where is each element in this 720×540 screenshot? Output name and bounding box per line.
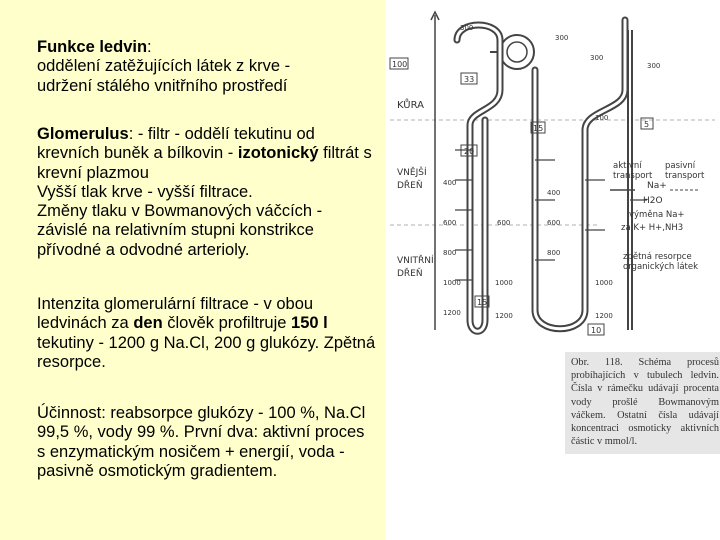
legend-exchange: výměna Na+ <box>629 210 685 220</box>
conc-1000-c: 1000 <box>595 279 613 287</box>
legend-passive-1: pasivní <box>665 161 696 171</box>
box-10: 10 <box>591 326 602 335</box>
legend-active-1: aktivní <box>613 161 642 171</box>
box-5: 5 <box>644 120 650 129</box>
glomerulus-line2: Vyšší tlak krve - vyšší filtrace. <box>37 182 253 201</box>
zone-outer-label-1: VNĚJŠÍ <box>397 168 427 178</box>
conc-800-b: 800 <box>547 249 561 257</box>
conc-400-b: 400 <box>547 189 561 197</box>
zone-cortex-label: KŮRA <box>397 100 424 111</box>
conc-1000-b: 1000 <box>495 279 513 287</box>
box-15b: 15 <box>477 298 488 307</box>
glomerulus-title: Glomerulus <box>37 125 129 143</box>
figure-caption: Obr. 118. Schéma procesů probíhajících v tubulech ledvin. Čísla v rámečku udávají procenta vody prošlé Bowmanovým váčkem. Ostatní čísla udávají koncentraci osmoticky aktivních částic v mmol/l. <box>565 352 720 454</box>
legend-na: Na+ <box>647 181 667 191</box>
conc-1200-b: 1200 <box>495 312 513 320</box>
conc-600-a: 600 <box>443 219 457 227</box>
filtration-section: Intenzita glomerulární filtrace - v obou ledvinách za den člověk profiltruje 150 l tekutiny - 1200 g Na.Cl, 200 g glukózy. Zpětná resorpce. <box>37 295 376 371</box>
glomerulus-section: Glomerulus: - filtr - oddělí tekutinu od krevních buněk a bílkovin - izotonický filtrát s krevní plazmou Vyšší tlak krve - vyšší filtrace. Změny tlaku v Bowmanových váčcích - závislé na relativním stupni konstrikce přívodné a odvodné arterioly. <box>37 125 377 260</box>
legend-h2o: H2O <box>643 196 663 206</box>
kidney-function-line1: oddělení zatěžujících látek z krve - <box>37 57 291 76</box>
conc-600-b: 600 <box>497 219 511 227</box>
legend-exchange-2: za K+ H+,NH3 <box>621 223 684 233</box>
conc-1200-c: 1200 <box>595 312 613 320</box>
kidney-function-title: Funkce ledvin <box>37 38 148 56</box>
efficiency-text: Účinnost: reabsorpce glukózy - 100 %, Na.Cl 99,5 %, vody 99 %. První dva: aktivní proces s enzymatickým nosičem + energií, voda - pasivně osmotickým gradientem. <box>37 404 366 480</box>
glomerulus-line3: Změny tlaku v Bowmanových váčcích - závislé na relativním stupni konstrikce přívodné a odvodné arterioly. <box>37 202 323 259</box>
legend-resorption-2: organických látek <box>623 262 699 272</box>
nephron-svg <box>385 0 720 540</box>
zone-inner-label-1: VNITŘNÍ <box>397 256 434 266</box>
nephron-diagram <box>385 0 720 540</box>
conc-800-a: 800 <box>443 249 457 257</box>
legend-active-2: transport <box>613 171 653 181</box>
box-100: 100 <box>392 60 408 69</box>
box-20: 20 <box>464 147 475 156</box>
legend-passive-2: transport <box>665 171 705 181</box>
efficiency-section <box>37 404 377 481</box>
kidney-function-section: Funkce ledvin: oddělení zatěžujících látek z krve - udržení stálého vnitřního prostředí <box>37 38 377 96</box>
conc-300-b: 300 <box>555 34 569 42</box>
conc-300-c: 300 <box>590 54 604 62</box>
conc-300-d: 300 <box>647 62 661 70</box>
zone-inner-label-2: DŘEŇ <box>397 269 423 279</box>
conc-400-a: 400 <box>443 179 457 187</box>
legend-resorption-1: zpětná resorpce <box>623 252 692 262</box>
conc-1000-a: 1000 <box>443 279 461 287</box>
conc-1200-a: 1200 <box>443 309 461 317</box>
box-15: 15 <box>533 124 544 133</box>
zone-outer-label-2: DŘEŇ <box>397 181 423 191</box>
box-33: 33 <box>464 75 475 84</box>
conc-600-c: 600 <box>547 219 561 227</box>
isotonic-term: izotonický <box>237 144 319 163</box>
conc-100: 100 <box>595 114 609 122</box>
conc-300-a: 300 <box>460 24 474 32</box>
kidney-function-line2: udržení stálého vnitřního prostředí <box>37 76 288 95</box>
